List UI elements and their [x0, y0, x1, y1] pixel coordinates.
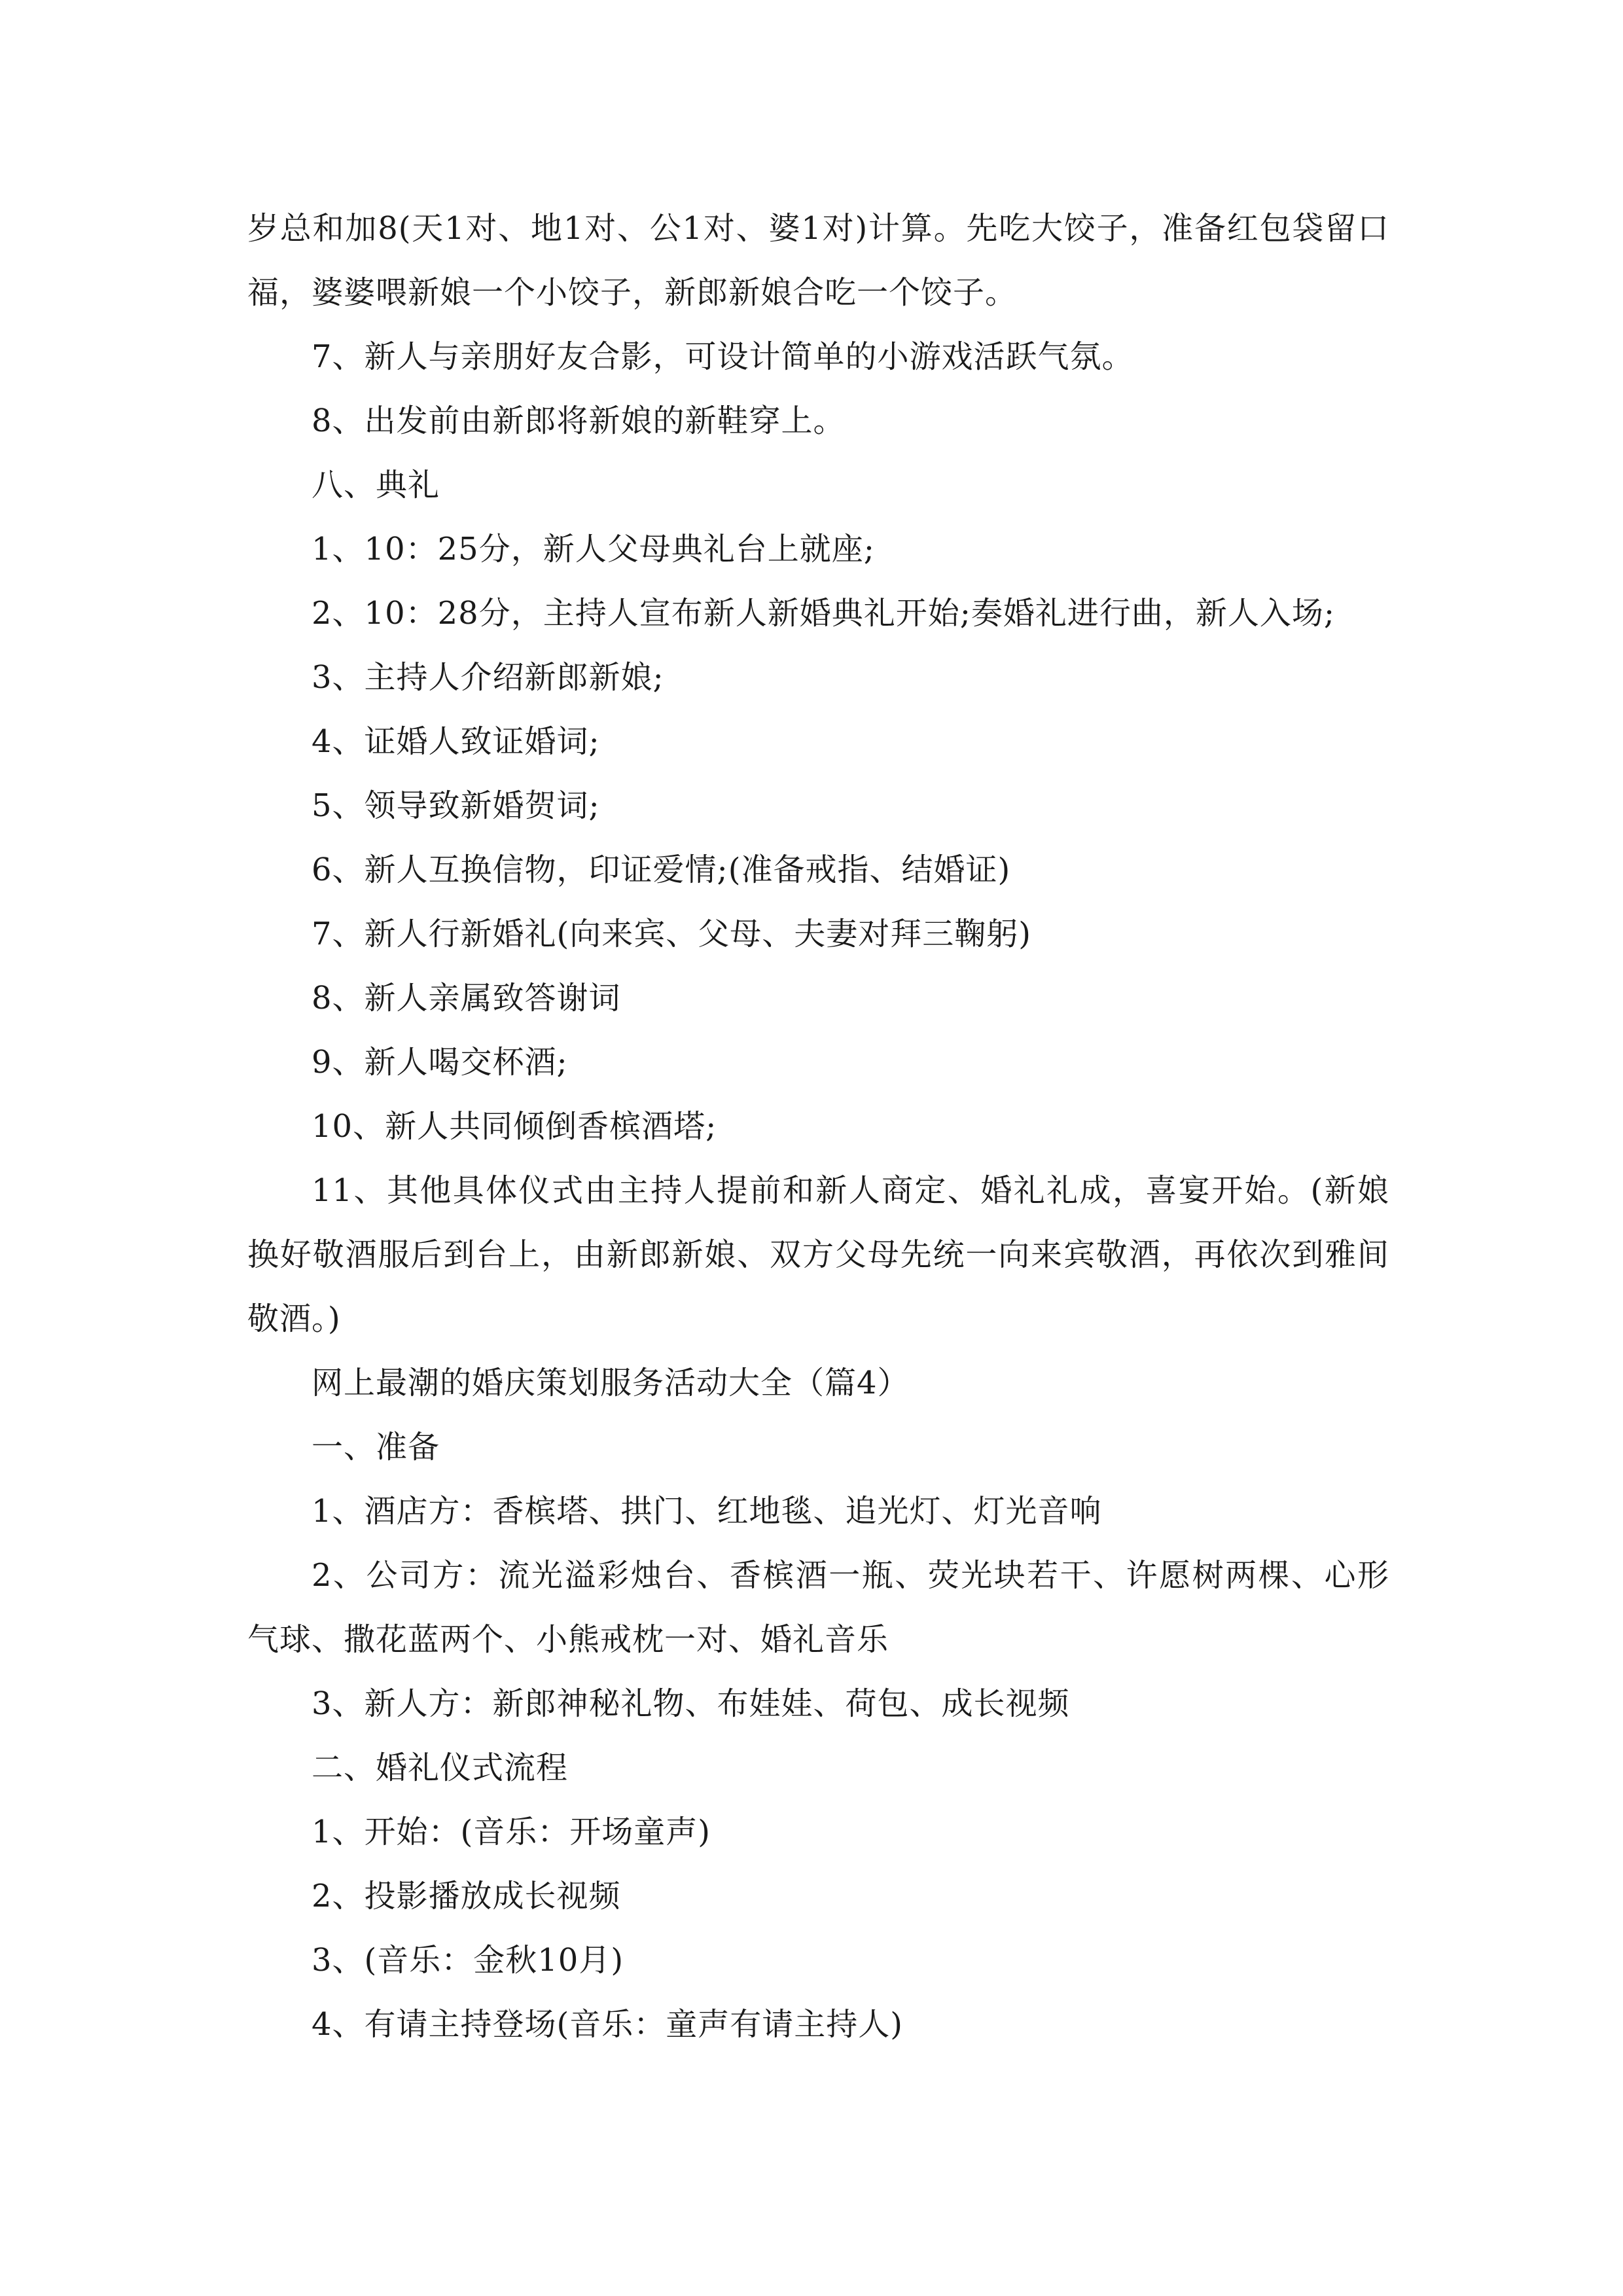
ceremony-item-7: 7、新人行新婚礼(向来宾、父母、夫妻对拜三鞠躬) [312, 916, 1031, 952]
ceremony-item-9: 9、新人喝交杯酒; [312, 1044, 568, 1081]
article-title-part-4: 网上最潮的婚庆策划服务活动大全（篇4） [312, 1365, 910, 1401]
ceremony-item-3: 3、主持人介绍新郎新娘; [312, 659, 664, 696]
section-heading-ceremony: 八、典礼 [312, 467, 440, 503]
flow-item-1: 1、开始：(音乐：开场童声) [312, 1814, 711, 1850]
preparation-item-1: 1、酒店方：香槟塔、拱门、红地毯、追光灯、灯光音响 [312, 1493, 1102, 1530]
paragraph-item-8-shoes: 8、出发前由新郎将新娘的新鞋穿上。 [312, 403, 846, 439]
preparation-item-3: 3、新人方：新郎神秘礼物、布娃娃、荷包、成长视频 [312, 1685, 1070, 1722]
section-heading-preparation: 一、准备 [312, 1429, 440, 1465]
ceremony-item-5: 5、领导致新婚贺词; [312, 787, 600, 824]
section-heading-ceremony-flow: 二、婚礼仪式流程 [312, 1749, 569, 1786]
flow-item-4: 4、有请主持登场(音乐：童声有请主持人) [312, 2006, 903, 2043]
ceremony-item-4: 4、证婚人致证婚词; [312, 723, 600, 760]
flow-item-2: 2、投影播放成长视频 [312, 1878, 621, 1914]
preparation-item-2: 2、公司方：流光溢彩烛台、香槟酒一瓶、荧光块若干、许愿树两棵、心形气球、撒花蓝两个、小熊戒枕一对、婚礼音乐 [247, 1557, 1389, 1658]
ceremony-item-2: 2、10：28分，主持人宣布新人新婚典礼开始;奏婚礼进行曲，新人入场; [312, 595, 1336, 632]
paragraph-item-7-group-photo: 7、新人与亲朋好友合影，可设计简单的小游戏活跃气氛。 [312, 338, 1134, 375]
ceremony-item-6: 6、新人互换信物，印证爱情;(准备戒指、结婚证) [312, 852, 1011, 888]
paragraph-continuation: 岁总和加8(天1对、地1对、公1对、婆1对)计算。先吃大饺子，准备红包袋留口福，婆婆喂新娘一个小饺子，新郎新娘合吃一个饺子。 [247, 210, 1389, 311]
ceremony-item-11: 11、其他具体仪式由主持人提前和新人商定、婚礼礼成，喜宴开始。(新娘换好敬酒服后到台上，由新郎新娘、双方父母先统一向来宾敬酒，再依次到雅间敬酒。) [247, 1172, 1389, 1337]
document-body [247, 196, 1389, 2056]
ceremony-item-1: 1、10：25分，新人父母典礼台上就座; [312, 531, 875, 567]
ceremony-item-8: 8、新人亲属致答谢词 [312, 980, 621, 1016]
flow-item-3: 3、(音乐：金秋10月) [312, 1942, 624, 1979]
ceremony-item-10: 10、新人共同倾倒香槟酒塔; [312, 1108, 717, 1145]
